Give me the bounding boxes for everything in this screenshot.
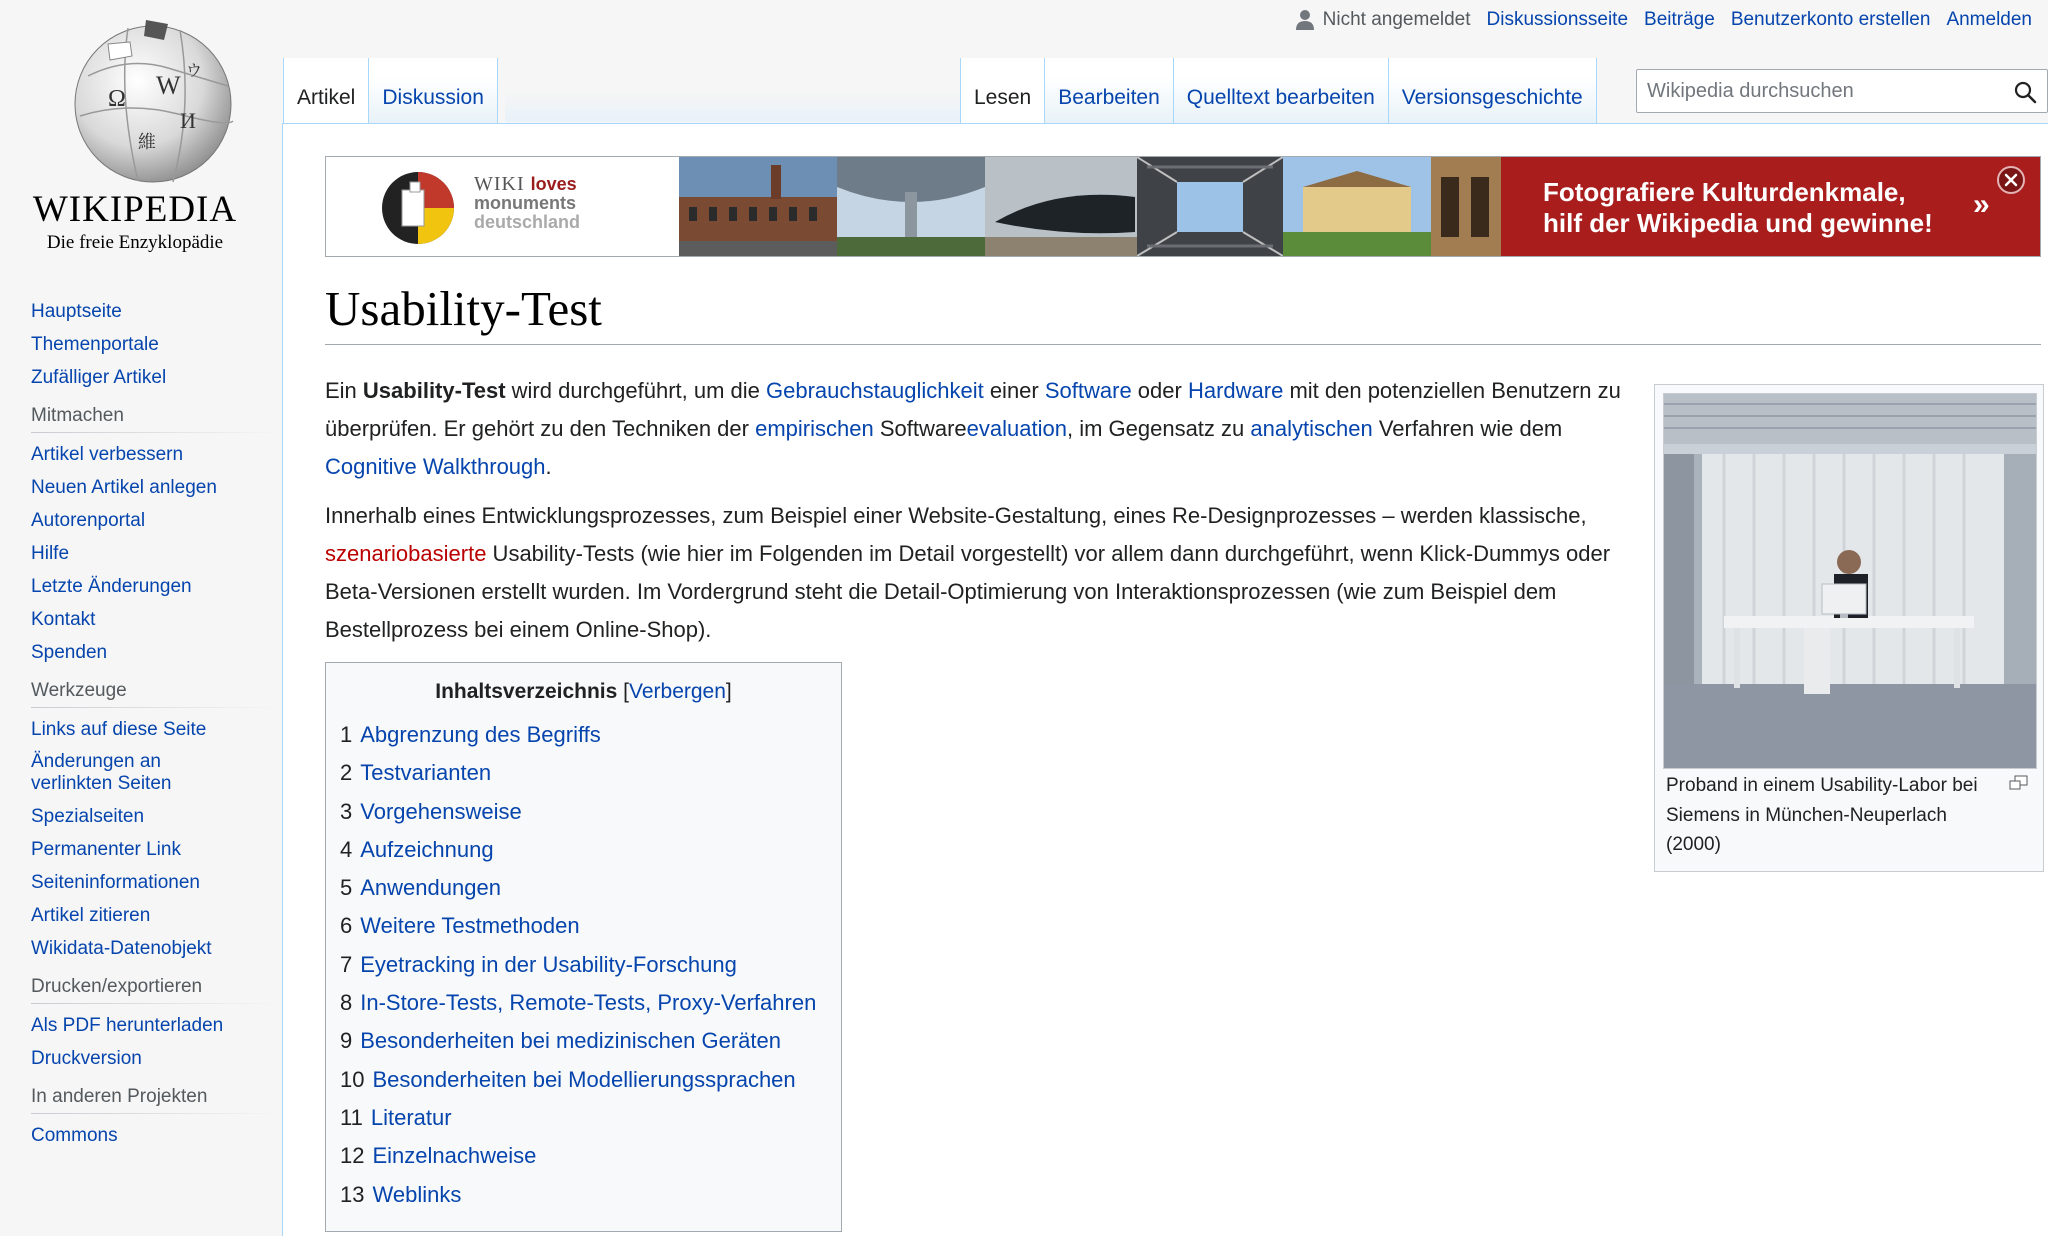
link-evaluation[interactable]: evaluation [966,416,1067,441]
second-paragraph [325,497,1625,649]
sidebar-heading-drucken: Drucken/exportieren [31,976,281,1004]
text: Software [873,416,967,441]
thumbnail-figure [1654,384,2044,872]
toc-item[interactable] [340,1026,816,1064]
toc-link[interactable]: Anwendungen [360,875,501,901]
toc-link[interactable]: Besonderheiten bei Modellierungssprachen [372,1066,796,1092]
svg-text:W: W [156,71,181,100]
sidebar-item-hauptseite[interactable]: Hauptseite [31,301,122,322]
wlm-monuments: monuments [474,193,577,213]
close-icon[interactable] [1996,165,2026,195]
toc-link[interactable]: In-Store-Tests, Remote-Tests, Proxy-Verfahren [360,990,817,1016]
tab-lesen[interactable]: Lesen [960,58,1045,123]
sidebar-mitmachen [31,405,281,664]
sidebar-item-wikidata[interactable]: Wikidata-Datenobjekt [31,938,212,959]
toc-item[interactable] [340,835,816,873]
toc-number: 4 [340,836,353,862]
text: wird durchgeführt, um die [505,378,767,403]
tab-bearbeiten-label: Bearbeiten [1058,86,1160,109]
sidebar-projekte [31,1086,281,1147]
text: , im Gegensatz zu [1066,416,1251,441]
banner-photo-strip [679,157,1503,256]
sidebar-item-themenportale[interactable]: Themenportale [31,334,159,355]
not-logged-in-label: Nicht angemeldet [1322,9,1471,30]
search-input[interactable] [1637,70,2017,112]
view-tabs-group [960,58,1597,123]
toc-item[interactable] [340,1065,816,1103]
toc-number: 5 [340,875,353,901]
tab-quelltext-bearbeiten[interactable] [1174,58,1389,123]
redlink-szenariobasierte[interactable]: szenariobasierte [325,541,487,566]
toc-header [326,680,841,704]
toc-link[interactable]: Literatur [370,1104,452,1130]
banner-photo-castle [1283,157,1431,256]
svg-text:維: 維 [138,132,156,153]
svg-text:ウ: ウ [186,61,203,80]
sidebar-item-permanenter-link[interactable]: Permanenter Link [31,839,181,860]
sidebar-item-letzte-aenderungen[interactable]: Letzte Änderungen [31,576,192,597]
toc-link[interactable]: Einzelnachweise [372,1143,537,1169]
link-gebrauchstauglichkeit[interactable]: Gebrauchstauglichkeit [766,378,984,403]
table-of-contents [325,662,842,1232]
sidebar-item-commons[interactable]: Commons [31,1125,118,1146]
create-account-link[interactable]: Benutzerkonto erstellen [1730,9,1931,30]
svg-text:И: И [180,108,196,133]
sidebar-item-druckversion[interactable]: Druckversion [31,1048,142,1069]
text: Ein [325,378,363,403]
toc-item[interactable] [340,988,816,1026]
sidebar-item-aenderungen-verlinkt[interactable]: Änderungen an verlinkten Seiten [31,751,172,794]
toc-link[interactable]: Abgrenzung des Begriffs [360,722,601,747]
toc-bracket-close: ] [725,680,732,703]
banner-photo-arch [1431,157,1503,256]
tab-quelltext-label: Quelltext bearbeiten [1186,86,1375,109]
toc-link[interactable]: Vorgehensweise [360,798,522,824]
intro-paragraph [325,372,1625,486]
banner-photo-factory [679,157,837,256]
personal-tools [1295,6,2048,34]
sidebar-item-neuen-artikel[interactable]: Neuen Artikel anlegen [31,477,217,498]
wlm-logo-icon [380,170,456,246]
wlm-wordmark [474,175,580,232]
toc-item[interactable] [340,720,816,758]
toc-link[interactable]: Weitere Testmethoden [360,913,580,939]
sidebar-item-artikel-zitieren[interactable]: Artikel zitieren [31,905,151,926]
sidebar-item-hilfe[interactable]: Hilfe [31,543,70,564]
toc-title: Inhaltsverzeichnis [435,680,618,703]
wlm-loves: loves [530,174,577,194]
sidebar-item-spenden[interactable]: Spenden [31,642,108,663]
contributions-link[interactable]: Beiträge [1644,9,1715,30]
text: mit den potenziellen Benutzern zu überprüfen. Er gehört zu den Techniken der [325,378,1621,441]
toc-number: 6 [340,913,353,939]
sidebar [31,300,281,1163]
toc-item[interactable] [340,1180,816,1218]
toc-item[interactable] [340,797,816,835]
usability-lab-illustration [1664,394,2037,769]
sidebar-item-spezialseiten[interactable]: Spezialseiten [31,806,145,827]
toc-number: 11 [340,1104,363,1130]
tab-bearbeiten[interactable] [1045,58,1174,123]
user-icon [1295,9,1315,31]
link-cognitive-walkthrough[interactable]: Cognitive Walkthrough [325,454,546,479]
toc-number: 12 [340,1143,365,1169]
toc-number: 8 [340,990,353,1016]
search-icon[interactable] [2013,80,2037,104]
toc-link[interactable]: Weblinks [372,1181,462,1207]
wikipedia-logo[interactable] [20,10,250,253]
toc-bracket-open: [ [623,680,629,703]
sidebar-item-seiteninformationen[interactable]: Seiteninformationen [31,872,200,893]
login-link[interactable]: Anmelden [1946,9,2032,30]
toc-number: 10 [340,1066,365,1092]
sidebar-heading-mitmachen: Mitmachen [31,405,281,433]
sidebar-item-kontakt[interactable]: Kontakt [31,609,96,630]
toc-link[interactable]: Aufzeichnung [360,836,494,862]
sidebar-item-zufaelliger-artikel[interactable]: Zufälliger Artikel [31,367,167,388]
talk-page-link[interactable]: Diskussionsseite [1486,9,1629,30]
toc-item[interactable] [340,873,816,911]
banner-cta-text [1543,177,1933,239]
toc-item[interactable] [340,1103,816,1141]
text: Usability-Tests (wie hier im Folgenden im Detail vorgestellt) vor allem dann durchgeführt, wenn Klick-Dummys oder Beta-Versionen erstellt wurden. Im Vordergrund steht die Detail-Optimierung von Interaktionsprozessen (wie zum Beispiel dem Bestellprozess bei einem Online-Shop). [325,541,1611,642]
text: einer [983,378,1045,403]
puzzle-globe-icon [68,16,238,186]
sidebar-heading-werkzeuge: Werkzeuge [31,680,281,708]
thumbnail-caption: Proband in einem Usability-Labor bei Siemens in München-Neuperlach (2000) [1666,775,1978,855]
wlm-banner[interactable] [325,156,2041,257]
toc-link[interactable]: Eyetracking in der Usability-Forschung [360,951,737,977]
sidebar-item-pdf[interactable]: Als PDF herunterladen [31,1015,224,1036]
namespace-tabs [283,58,498,123]
banner-photo-submarine [985,157,1137,256]
article-bold-term: Usability-Test [362,378,506,403]
sidebar-heading-projekte: In anderen Projekten [31,1086,281,1114]
toc-item[interactable] [340,950,816,988]
toc-number: 9 [340,1028,353,1054]
search-box [1636,69,2048,113]
tab-artikel[interactable]: Artikel [283,58,369,123]
toc-hide-toggle[interactable]: Verbergen [629,680,726,703]
sidebar-item-links-auf-seite[interactable]: Links auf diese Seite [31,719,207,740]
logo-tagline: Die freie Enzyklopädie [46,232,224,253]
sidebar-navigation [31,300,281,389]
tab-diskussion[interactable] [369,58,498,123]
toc-number: 1 [340,722,353,747]
text: Verfahren wie dem [1372,416,1563,441]
page-title: Usability-Test [325,279,2041,345]
toc-number: 7 [340,951,353,977]
text: oder [1131,378,1188,403]
toc-number: 13 [340,1181,365,1207]
svg-text:Ω: Ω [108,86,126,112]
toc-item[interactable] [340,911,816,949]
toc-number: 2 [340,760,353,786]
text: Innerhalb eines Entwicklungsprozesses, zum Beispiel einer Website-Gestaltung, eines Re-Designprozesses – werden klassische, [325,503,1587,528]
sidebar-item-autorenportal[interactable]: Autorenportal [31,510,146,531]
logo-wordmark: WIKIPEDIA [32,189,238,230]
toc-item[interactable] [340,1141,816,1179]
wlm-deutschland: deutschland [474,212,581,232]
toc-link[interactable]: Testvarianten [360,760,492,786]
tab-versionsgeschichte[interactable] [1389,58,1597,123]
usability-lab-photo[interactable] [1663,393,2037,769]
banner-photo-stadium [837,157,985,256]
banner-photo-courtyard [1137,157,1283,256]
tab-diskussion-label: Diskussion [382,86,484,109]
banner-cta[interactable] [1501,157,2041,256]
toc-number: 3 [340,798,353,824]
wlm-wiki: WIKI [474,173,525,195]
sidebar-item-artikel-verbessern[interactable]: Artikel verbessern [31,444,184,465]
link-software[interactable]: Software [1044,378,1132,403]
link-hardware[interactable]: Hardware [1187,378,1284,403]
sidebar-drucken [31,976,281,1070]
banner-cta-line1: Fotografiere Kulturdenkmale, [1543,177,1906,207]
toc-link[interactable]: Besonderheiten bei medizinischen Geräten [360,1028,781,1054]
text: . [545,454,552,479]
link-analytischen[interactable]: analytischen [1250,416,1373,441]
sidebar-werkzeuge [31,680,281,960]
banner-arrow-icon: » [1973,188,1990,221]
banner-cta-line2: hilf der Wikipedia und gewinne! [1543,208,1933,238]
tab-versionsgeschichte-label: Versionsgeschichte [1401,86,1583,109]
enlarge-icon[interactable] [2009,775,2029,791]
tabs-gap [505,58,961,122]
toc-item[interactable] [340,758,816,796]
link-empirischen[interactable]: empirischen [755,416,874,441]
